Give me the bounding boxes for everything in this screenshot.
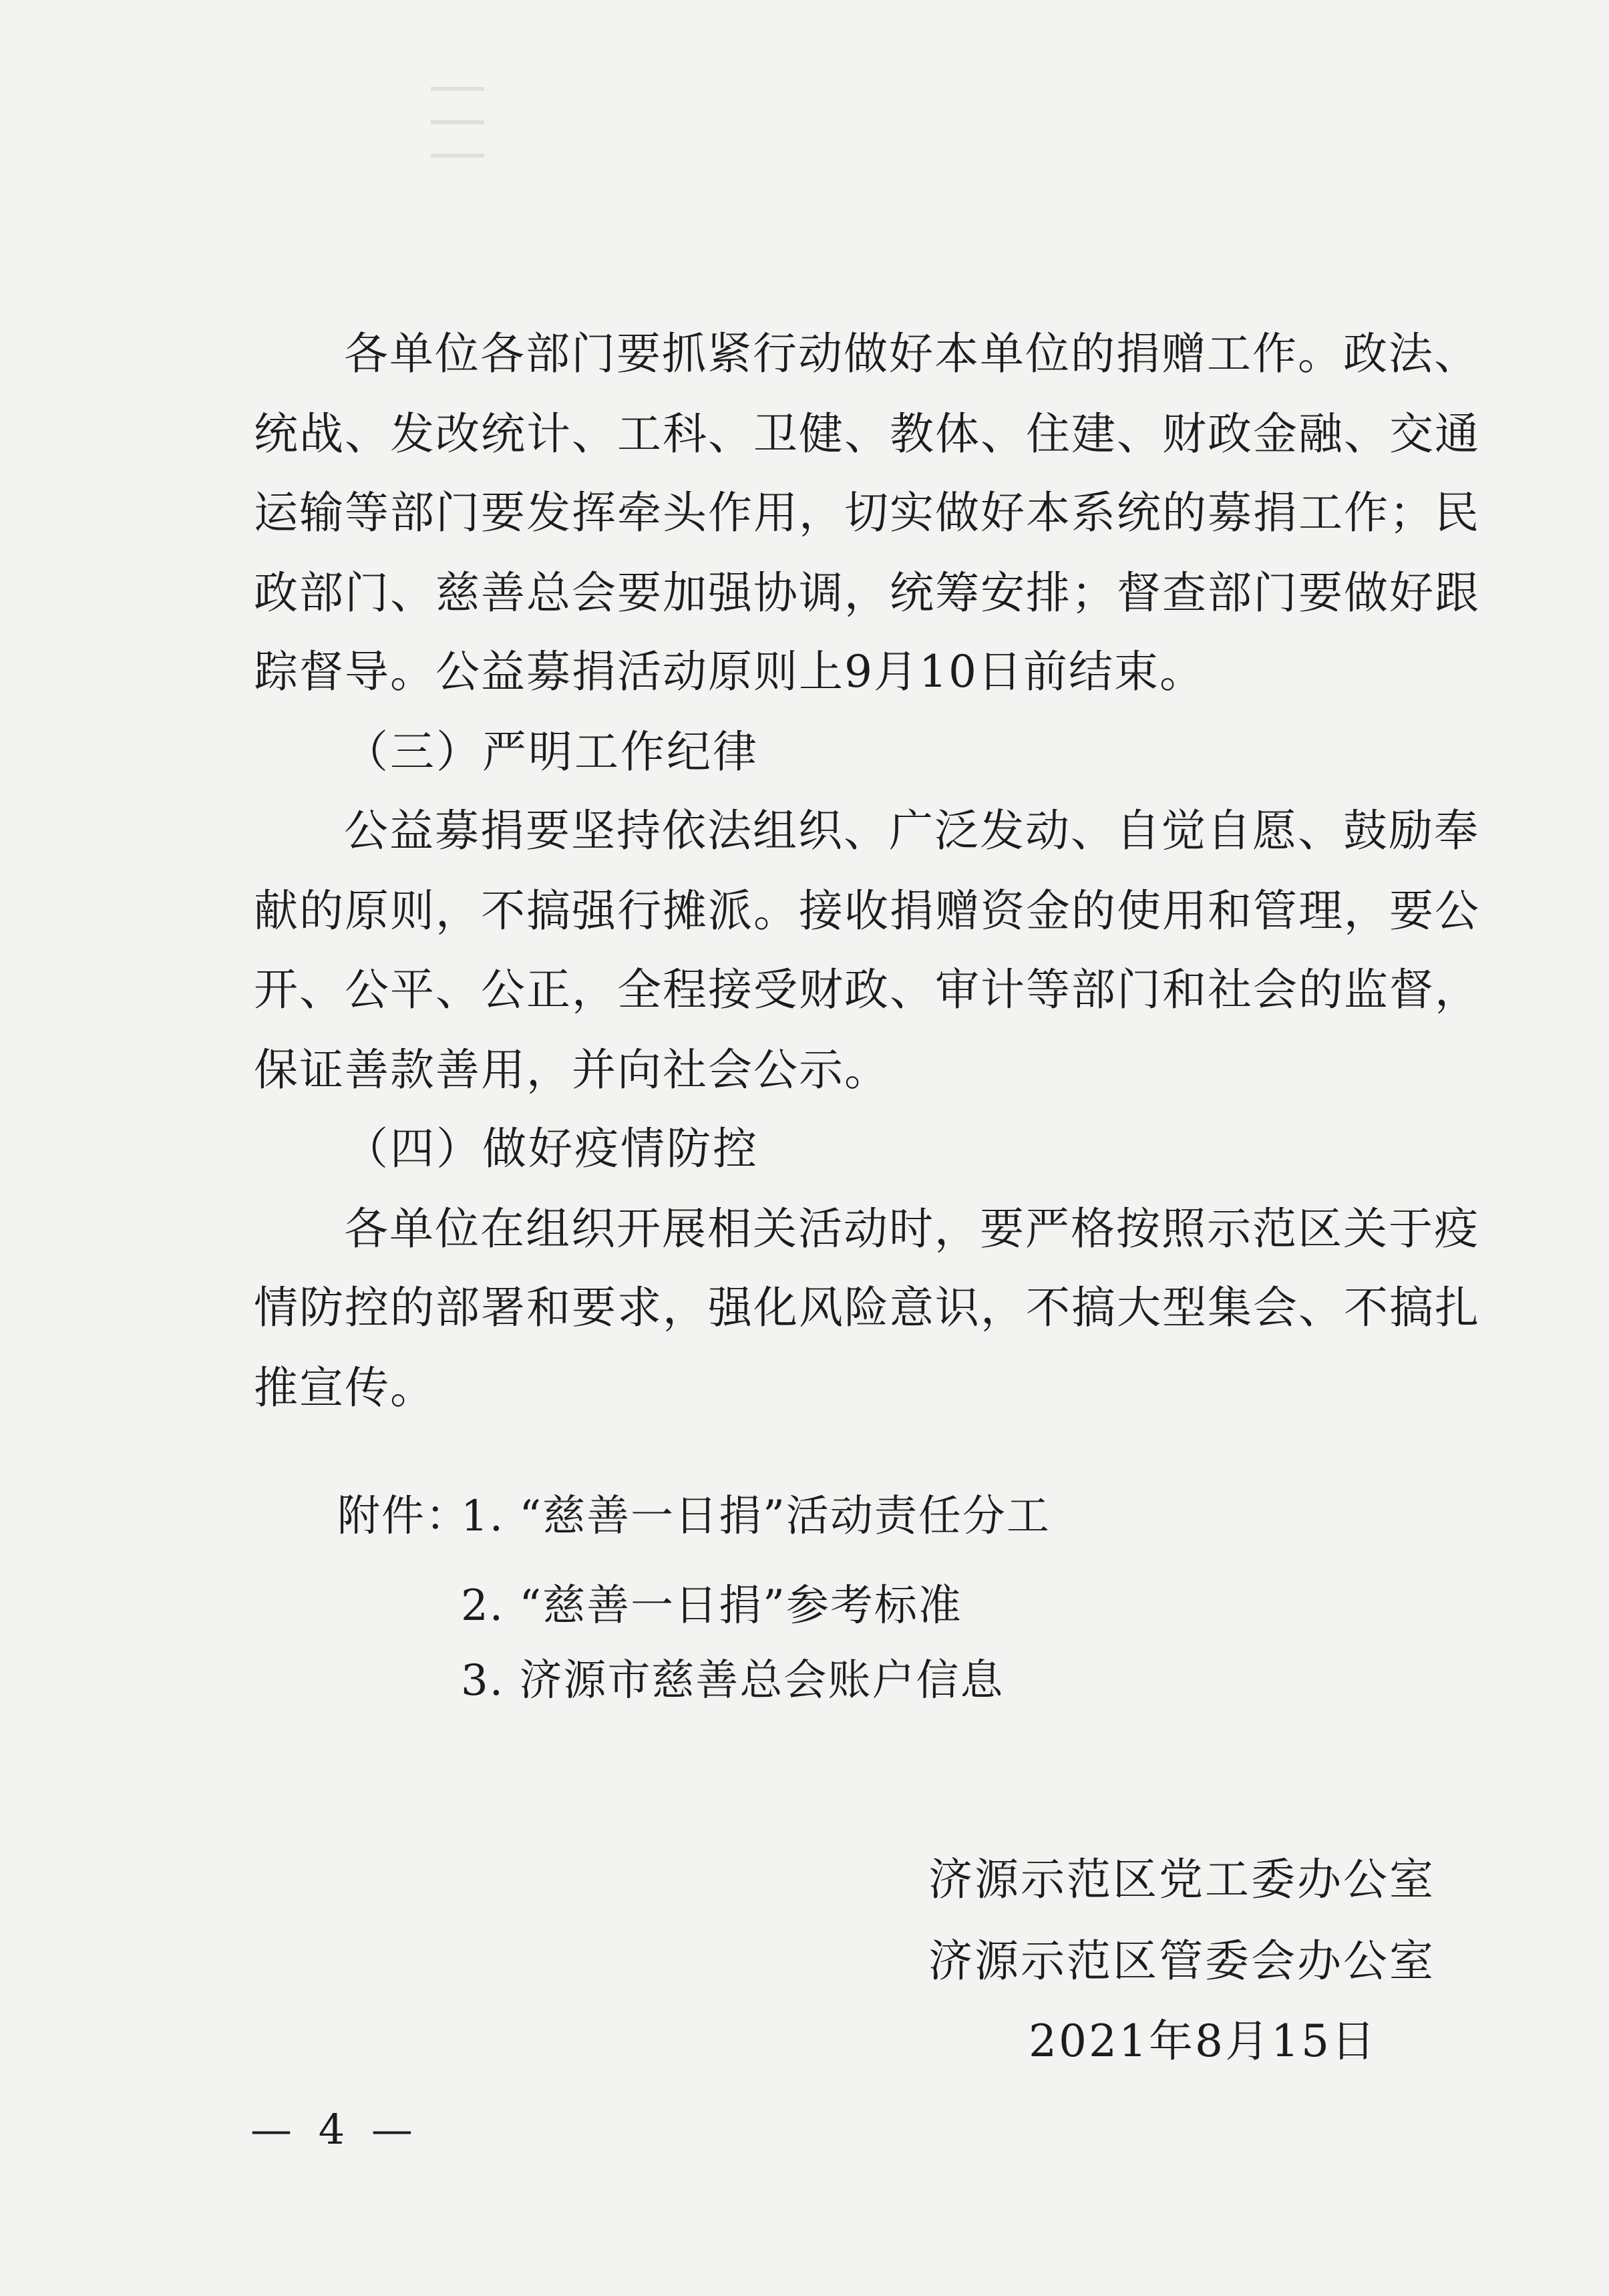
scan-artifact-mark (427, 80, 488, 174)
page-number: — 4 — (250, 2105, 419, 2154)
attachment-item-3: 3. 济源市慈善总会账户信息 (461, 1656, 1005, 1705)
signature-date: 2021年8月15日 (1029, 2015, 1377, 2067)
signature-org-1: 济源示范区党工委办公室 (928, 1854, 1435, 1905)
paragraph-1-line-5: 踪督导。公益募捐活动原则上9月10日前结束。 (254, 646, 1205, 697)
section-heading-3: （三）严明工作纪律 (344, 726, 759, 778)
paragraph-1-line-2: 统战、发改统计、工科、卫健、教体、住建、财政金融、交通 (254, 408, 1480, 460)
paragraph-1-line-3: 运输等部门要发挥牵头作用，切实做好本系统的募捐工作；民 (254, 487, 1480, 538)
paragraph-3-line-1: 各单位在组织开展相关活动时，要严格按照示范区关于疫 (344, 1203, 1479, 1255)
section-heading-4: （四）做好疫情防控 (344, 1123, 759, 1174)
paragraph-3-line-3: 推宣传。 (254, 1362, 435, 1414)
attachment-item-1: 1. “慈善一日捐”活动责任分工 (461, 1492, 1051, 1541)
attachments-label: 附件： (337, 1492, 470, 1541)
paragraph-2-line-3: 开、公平、公正，全程接受财政、审计等部门和社会的监督， (254, 964, 1480, 1015)
paragraph-1-line-4: 政部门、慈善总会要加强协调，统筹安排；督查部门要做好跟 (254, 567, 1480, 619)
paragraph-1-line-1: 各单位各部门要抓紧行动做好本单位的捐赠工作。政法、 (344, 328, 1479, 379)
paragraph-3-line-2: 情防控的部署和要求，强化风险意识，不搞大型集会、不搞扎 (254, 1282, 1480, 1333)
signature-org-2: 济源示范区管委会办公室 (928, 1935, 1435, 1987)
paragraph-2-line-1: 公益募捐要坚持依法组织、广泛发动、自觉自愿、鼓励奉 (344, 805, 1479, 856)
paragraph-2-line-4: 保证善款善用，并向社会公示。 (254, 1044, 890, 1096)
attachment-item-2: 2. “慈善一日捐”参考标准 (461, 1581, 962, 1631)
paragraph-2-line-2: 献的原则，不搞强行摊派。接收捐赠资金的使用和管理，要公 (254, 885, 1480, 937)
